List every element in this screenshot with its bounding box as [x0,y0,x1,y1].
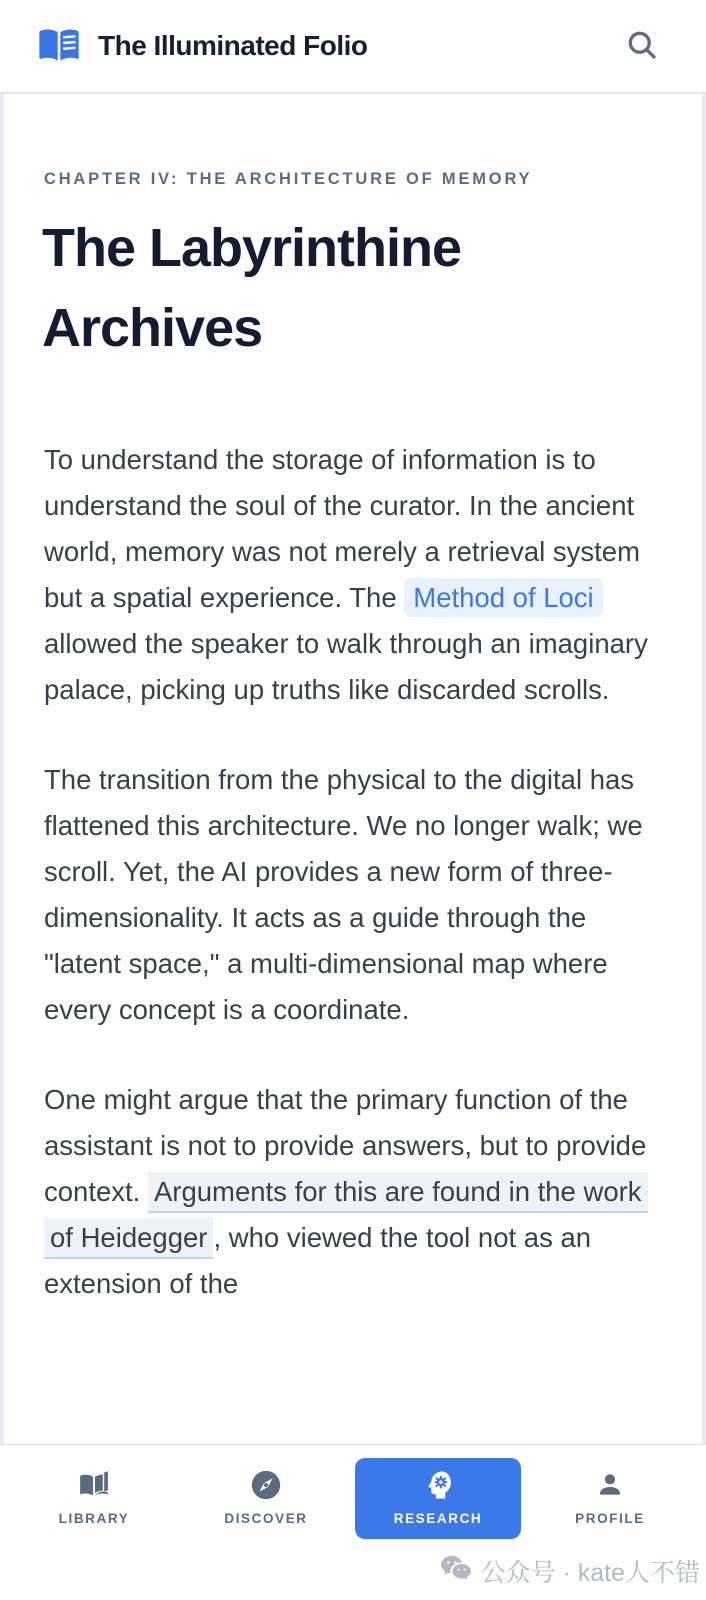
article-paragraph [44,757,664,1033]
nav-label-library: LIBRARY [58,1511,130,1526]
article-paragraph [44,1077,664,1307]
nav-tab-research[interactable] [355,1458,521,1539]
psychology-icon [421,1468,455,1502]
compass-icon [249,1468,283,1502]
app-title: The Illuminated Folio [98,30,368,61]
nav-tab-profile[interactable] [527,1458,693,1539]
article-paragraph [44,437,664,713]
paragraph-text: allowed the speaker to walk through an imaginary palace, picking up truths like discarded scrolls. [44,627,648,705]
paragraph-text: The transition from the physical to the digital has flattened this architecture. We no longer walk; we scroll. Yet, the AI provides a new form of three-dimensionality. It acts as a guide through the "latent space," a multi-dimensional map where every concept is a coordinate. [44,763,643,1025]
wechat-icon [440,1554,472,1589]
nav-label-profile: PROFILE [575,1511,645,1526]
person-icon [593,1468,627,1502]
open-book-logo-icon [38,28,80,64]
watermark-text: 公众号 · kate人不错 [480,1559,700,1587]
article-title: The Labyrinthine Archives [42,218,462,358]
paragraph-text: , who viewed the tool not as an extension of the [44,1221,592,1299]
paragraph-text: To understand the storage of information is to understand the soul of the curator. In the ancient world, memory was not merely a retrieval system but a spatial experience. The [44,443,640,613]
article-card [4,94,702,1444]
inline-citation-link[interactable]: Arguments for this are found in the work of Heidegger [44,1172,648,1259]
search-button[interactable] [622,26,662,66]
nav-label-research: RESEARCH [393,1511,483,1526]
watermark [440,1553,700,1589]
article-body [44,437,664,1307]
nav-label-discover: DISCOVER [224,1511,308,1526]
app-header [0,0,706,93]
library-book-icon [77,1468,111,1502]
search-icon [624,27,660,66]
chapter-label: CHAPTER IV: THE ARCHITECTURE OF MEMORY [44,170,533,188]
nav-tab-library[interactable] [11,1458,177,1539]
paragraph-text: One might argue that the primary function of the assistant is not to provide answers, but to provide context. [44,1083,647,1207]
nav-tab-discover[interactable] [183,1458,349,1539]
inline-link[interactable]: Method of Loci [404,578,602,617]
